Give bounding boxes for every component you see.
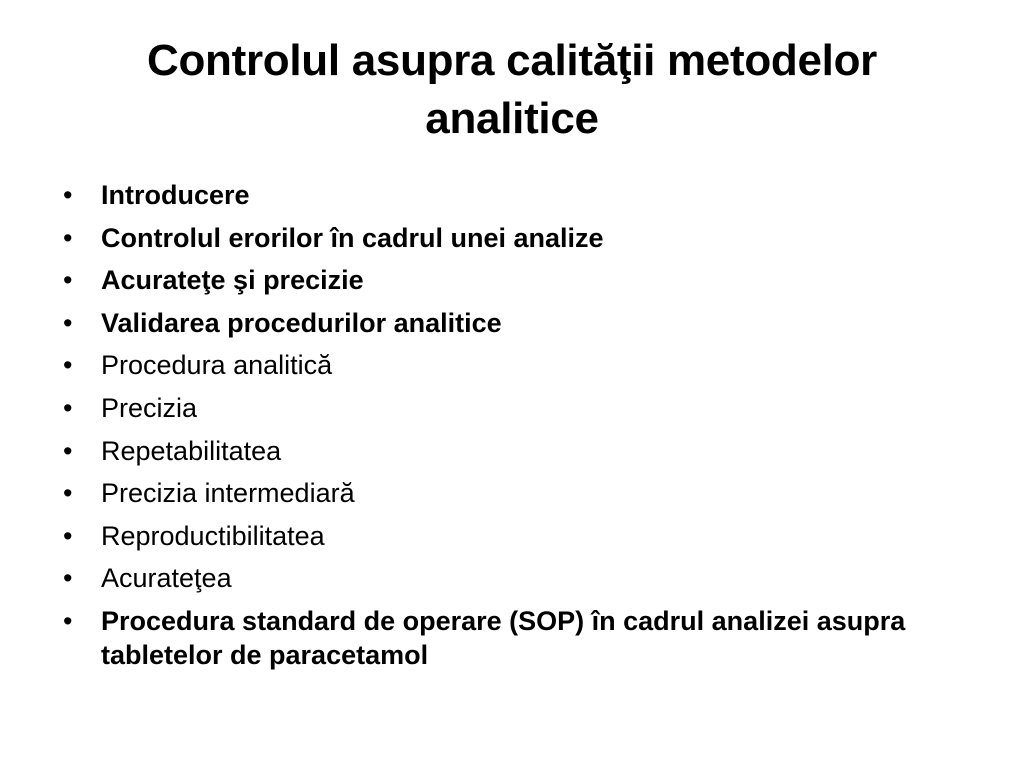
bullet-text: Controlul erorilor în cadrul unei analize <box>101 222 604 253</box>
bullet-icon: • <box>63 478 73 509</box>
bullet-item-acuratetea <box>60 561 960 595</box>
bullet-list <box>60 178 960 681</box>
bullet-item-reproductibilitatea <box>60 519 960 553</box>
bullet-item-acuratete-precizie <box>60 263 960 297</box>
bullet-icon: • <box>63 265 73 296</box>
bullet-icon: • <box>63 392 73 423</box>
bullet-text: Procedura analitică <box>101 350 333 381</box>
bullet-icon: • <box>63 222 73 253</box>
bullet-text: Reproductibilitatea <box>101 520 325 551</box>
bullet-text: Acurateţe şi precizie <box>101 265 364 296</box>
bullet-text: Precizia <box>101 392 198 423</box>
bullet-icon: • <box>63 605 73 636</box>
slide-title: Controlul asupra calităţii metodelor analitice <box>147 36 877 143</box>
bullet-item-sop <box>60 604 960 672</box>
bullet-text: Precizia intermediară <box>101 478 355 509</box>
bullet-text: Introducere <box>101 180 250 210</box>
bullet-icon: • <box>63 307 73 338</box>
bullet-item-controlul-erorilor <box>60 221 960 255</box>
bullet-text: Procedura standard de operare (SOP) în cadrul analizei asupra tabletelor de paracetamol <box>101 605 906 670</box>
bullet-item-procedura-analitica <box>60 348 960 382</box>
bullet-item-repetabilitatea <box>60 434 960 468</box>
bullet-icon: • <box>63 435 73 466</box>
bullet-item-precizia <box>60 391 960 425</box>
bullet-icon: • <box>63 180 73 210</box>
bullet-item-validarea <box>60 306 960 340</box>
bullet-icon: • <box>63 350 73 381</box>
bullet-item-precizia-intermediara <box>60 476 960 510</box>
bullet-text: Acurateţea <box>101 563 232 594</box>
bullet-item-introducere <box>60 178 960 212</box>
bullet-icon: • <box>63 520 73 551</box>
bullet-text: Repetabilitatea <box>101 435 282 466</box>
bullet-icon: • <box>63 563 73 594</box>
bullet-text: Validarea procedurilor analitice <box>101 307 502 338</box>
